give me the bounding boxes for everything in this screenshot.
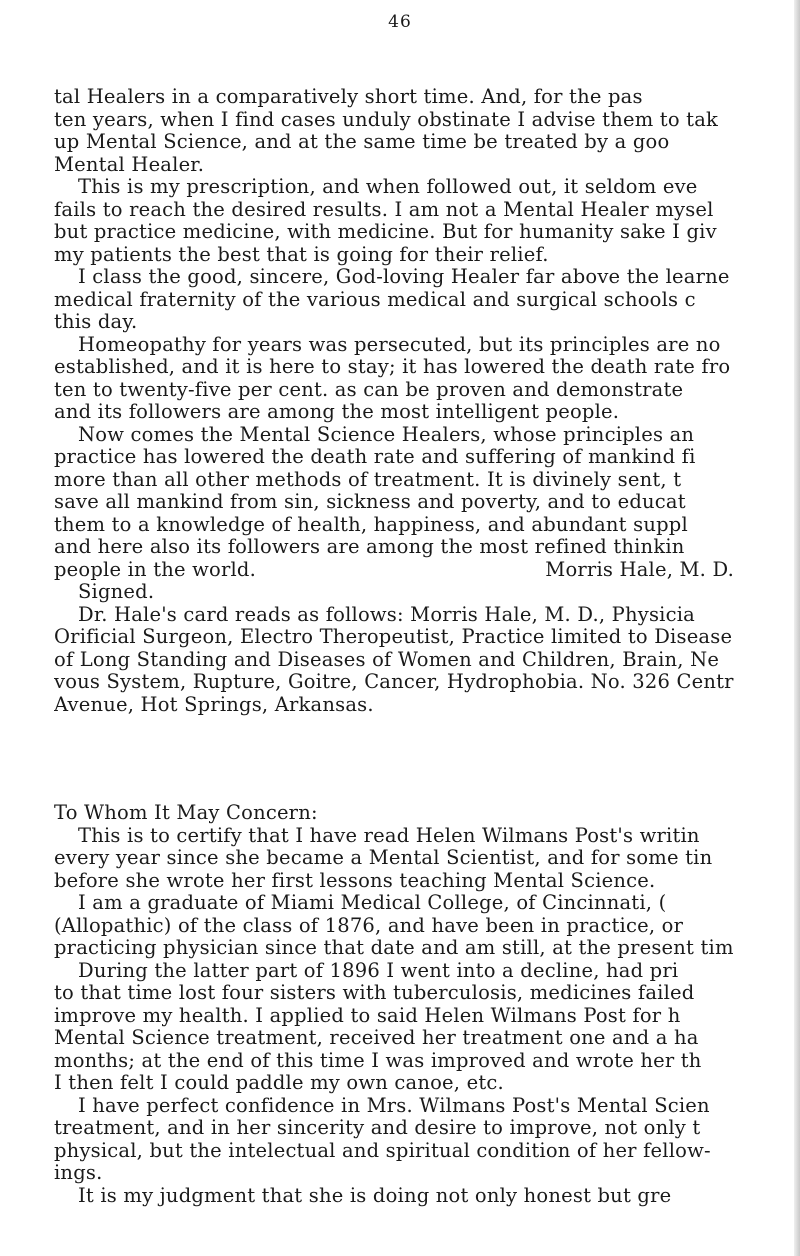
text-line: practicing physician since that date and am still, at the present tim (54, 937, 734, 959)
text-line (54, 559, 800, 582)
text-line: Mental Healer. (54, 153, 205, 176)
text-line: before she wrote her first lessons teaching Mental Science. (54, 869, 656, 892)
text-line: Mental Science treatment, received her treatment one and a ha (54, 1027, 699, 1049)
text-line: During the latter part of 1896 I went into a decline, had pri (78, 959, 679, 982)
text-line: I class the good, sincere, God-loving Healer far above the learne (78, 266, 730, 288)
text-line: them to a knowledge of health, happiness, and abundant suppl (54, 513, 688, 536)
text-fragment: people in the world. (54, 558, 257, 581)
text-line: Orificial Surgeon, Electro Theropeutist, Practice limited to Disease (54, 626, 733, 648)
text-line: every year since she became a Mental Scientist, and for some tin (54, 847, 713, 869)
text-line: improve my health. I applied to said Helen Wilmans Post for h (54, 1004, 681, 1027)
text-line: my patients the best that is going for their relief. (54, 243, 549, 266)
text-line: save all mankind from sin, sickness and poverty, and to educat (54, 491, 686, 513)
text-line: up Mental Science, and at the same time be treated by a goo (54, 131, 670, 153)
text-line: I am a graduate of Miami Medical College, of Cincinnati, ( (78, 892, 667, 914)
text-line: but practice medicine, with medicine. But for humanity sake I giv (54, 221, 717, 243)
testimonial-hale (54, 86, 800, 716)
text-line: fails to reach the desired results. I am not a Mental Healer mysel (54, 198, 714, 221)
text-line: and its followers are among the most intelligent people. (54, 401, 620, 423)
text-line: This is to certify that I have read Helen Wilmans Post's writin (78, 824, 700, 847)
text-line: ings. (54, 1162, 103, 1184)
text-line: physical, but the intelectual and spiritual condition of her fellow- (54, 1139, 711, 1162)
text-line: ten years, when I find cases unduly obstinate I advise them to tak (54, 108, 719, 131)
text-line: to that time lost four sisters with tuberculosis, medicines failed (54, 982, 695, 1004)
text-line: I then felt I could paddle my own canoe, etc. (54, 1072, 504, 1094)
text-line: medical fraternity of the various medical and surgical schools c (54, 288, 696, 311)
text-line: Avenue, Hot Springs, Arkansas. (54, 693, 374, 716)
text-line: more than all other methods of treatment. It is divinely sent, t (54, 468, 682, 491)
text-line: tal Healers in a comparatively short time. And, for the pas (54, 86, 643, 108)
text-line: established, and it is here to stay; it has lowered the death rate fro (54, 356, 731, 378)
page-edge-shadow (794, 0, 800, 1256)
text-line: treatment, and in her sincerity and desire to improve, not only t (54, 1117, 701, 1139)
signature-name: Morris Hale, M. D. (545, 558, 734, 581)
text-line: Homeopathy for years was persecuted, but its principles are no (78, 333, 721, 356)
text-line: this day. (54, 311, 138, 333)
signed-label: Signed. (78, 581, 155, 603)
page-number: 46 (388, 12, 412, 32)
salutation: To Whom It May Concern: (54, 802, 318, 824)
text-line: Dr. Hale's card reads as follows: Morris Hale, M. D., Physicia (78, 603, 695, 626)
text-line: and here also its followers are among the most refined thinkin (54, 536, 685, 558)
text-line: (Allopathic) of the class of 1876, and have been in practice, or (54, 914, 684, 937)
text-line: I have perfect confidence in Mrs. Wilmans Post's Mental Scien (78, 1094, 710, 1117)
text-line: ten to twenty-five per cent. as can be proven and demonstrate (54, 378, 684, 401)
text-line: vous System, Rupture, Goitre, Cancer, Hydrophobia. No. 326 Centr (54, 671, 734, 693)
testimonial-wilmans (54, 802, 800, 1207)
text-line: Now comes the Mental Science Healers, whose principles an (78, 423, 695, 446)
text-line: months; at the end of this time I was improved and wrote her th (54, 1049, 702, 1072)
text-line: practice has lowered the death rate and suffering of mankind fi (54, 446, 696, 468)
text-line: of Long Standing and Diseases of Women and Children, Brain, Ne (54, 648, 720, 671)
text-line: This is my prescription, and when followed out, it seldom eve (78, 176, 698, 198)
text-line: It is my judgment that she is doing not only honest but gre (78, 1184, 672, 1207)
